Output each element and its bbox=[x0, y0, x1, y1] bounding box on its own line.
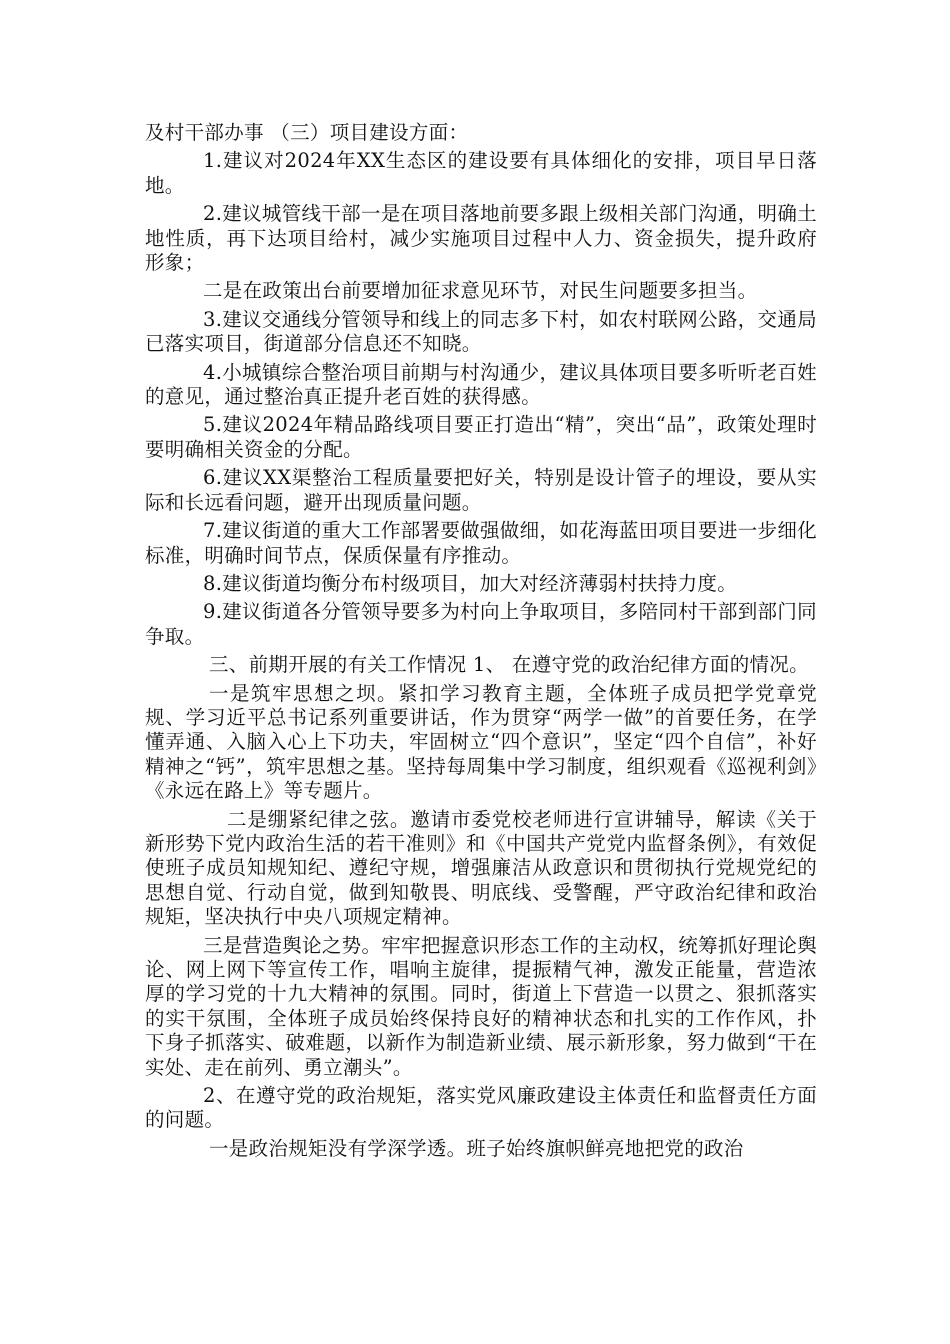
paragraph-item-2: 2.建议城管线干部一是在项目落地前要多跟上级相关部门沟通，明确土地性质，再下达项目给村，减少实施项目过程中人力、资金损失，提升政府形象； bbox=[145, 202, 817, 275]
section-heading-3: 三、前期开展的有关工作情况 1、 在遵守党的政治纪律方面的情况。 bbox=[209, 653, 809, 677]
paragraph-rules-not-deep: 一是政治规矩没有学深学透。班子始终旗帜鲜亮地把党的政治 bbox=[209, 1136, 744, 1160]
paragraph-item-9: 9.建议街道各分管领导要多为村向上争取项目，多陪同村干部到部门同争取。 bbox=[145, 600, 817, 648]
paragraph-discipline: 二是绷紧纪律之弦。邀请市委党校老师进行宣讲辅导，解读《关于新形势下党内政治生活的若干准则》和《中国共产党党内监督条例》，有效促使班子成员知规知纪、遵纪守规，增强廉洁从政意识和贯彻执行党规党纪的思想自觉、行动自觉，做到知敬畏、明底线、受警醒，严守政治纪律和政治规矩，坚决执行中央八项规定精神。 bbox=[145, 807, 817, 929]
paragraph-political-rules: 2、在遵守党的政治规矩，落实党风廉政建设主体责任和监督责任方面的问题。 bbox=[145, 1084, 817, 1132]
paragraph-item-7: 7.建议街道的重大工作部署要做强做细，如花海蓝田项目要进一步细化标准，明确时间节点，保质保量有序推动。 bbox=[145, 519, 817, 567]
paragraph-thought-dam: 一是筑牢思想之坝。紧扣学习教育主题，全体班子成员把学党章党规、学习近平总书记系列重要讲话，作为贯穿“两学一做”的首要任务，在学懂弄通、入脑入心上下功夫，牢固树立“四个意识”，坚定“四个自信”，补好精神之“钙”，筑牢思想之基。坚持每周集中学习制度，组织观看《巡视利剑》《永远在路上》等专题片。 bbox=[145, 681, 817, 803]
paragraph-intro-line: 及村干部办事 （三）项目建设方面： bbox=[145, 121, 469, 144]
paragraph-item-6: 6.建议XX渠整治工程质量要把好关，特别是设计管子的埋设，要从实际和长远看问题，避开出现质量问题。 bbox=[145, 466, 817, 514]
paragraph-item-1: 1.建议对2024年XX生态区的建设要有具体细化的安排，项目早日落地。 bbox=[145, 149, 817, 197]
document-body bbox=[145, 121, 817, 1161]
paragraph-item-2-b: 二是在政策出台前要增加征求意见环节，对民生问题要多担当。 bbox=[203, 279, 758, 303]
paragraph-item-5: 5.建议2024年精品路线项目要正打造出“精”，突出“品”，政策处理时要明确相关资金的分配。 bbox=[145, 413, 817, 461]
paragraph-item-3: 3.建议交通线分管领导和线上的同志多下村，如农村联网公路，交通局已落实项目，街道部分信息还不知晓。 bbox=[145, 307, 817, 356]
paragraph-public-opinion: 三是营造舆论之势。牢牢把握意识形态工作的主动权，统筹抓好理论舆论、网上网下等宣传工作，唱响主旋律，提振精气神，激发正能量，营造浓厚的学习党的十九大精神的氛围。同时，街道上下营造一以贯之、狠抓落实的实干氛围，全体班子成员始终保持良好的精神状态和扎实的工作作风，扑下身子抓落实、破难题，以新作为制造新业绩、展示新形象，努力做到“干在实处、走在前列、勇立潮头”。 bbox=[145, 933, 817, 1079]
paragraph-item-8: 8.建议街道均衡分布村级项目，加大对经济薄弱村扶持力度。 bbox=[203, 571, 738, 595]
paragraph-item-4: 4.小城镇综合整治项目前期与村沟通少，建议具体项目要多听听老百姓的意见，通过整治真正提升老百姓的获得感。 bbox=[145, 360, 817, 409]
